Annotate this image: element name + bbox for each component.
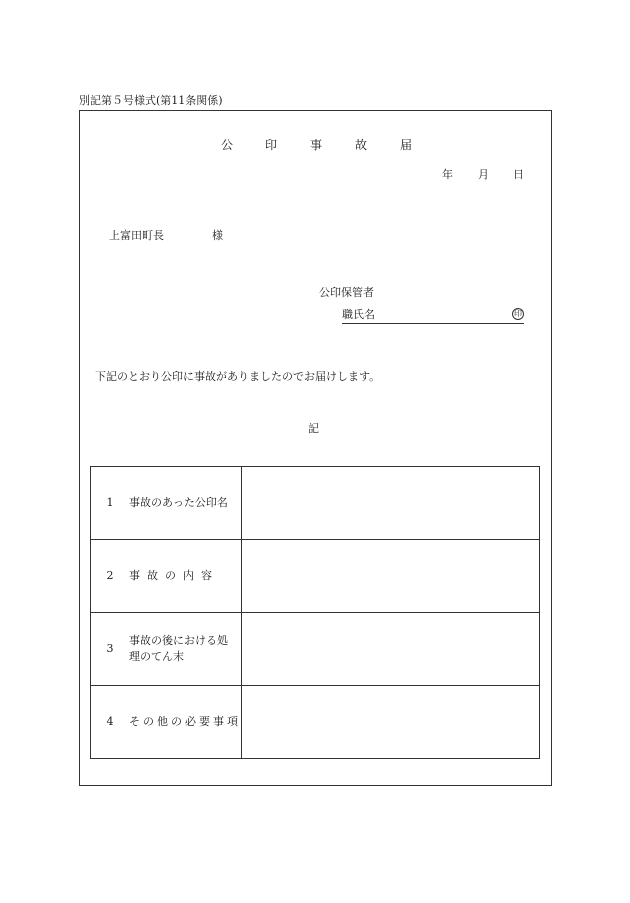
row-value-cell[interactable]	[242, 467, 540, 540]
addressee-name: 上富田町長	[109, 229, 164, 242]
title-char: 故	[355, 138, 368, 152]
table-row	[91, 540, 540, 613]
title-char: 公	[221, 138, 234, 152]
form-number-note: 別記第５号様式(第11条関係)	[79, 94, 223, 107]
row-value-cell[interactable]	[242, 686, 540, 759]
row-value-cell[interactable]	[242, 613, 540, 686]
table-row	[91, 613, 540, 686]
custodian-label: 公印保管者	[319, 286, 374, 299]
title-char: 事	[310, 138, 323, 152]
row-label-cell	[91, 686, 242, 759]
row-number: 4	[106, 715, 114, 728]
table-row	[91, 467, 540, 540]
name-signature-field[interactable]	[342, 307, 524, 324]
details-table	[90, 466, 540, 759]
date-year-label: 年	[442, 168, 453, 181]
statement-text: 下記のとおり公印に事故がありましたのでお届けします。	[95, 370, 381, 383]
form-title	[0, 137, 630, 153]
title-char: 届	[400, 138, 413, 152]
row-label: 事故のあった公印名	[129, 496, 228, 509]
row-label: 事故の後における処 理のてん末	[129, 634, 228, 663]
date-month-label: 月	[478, 168, 489, 181]
ki-heading: 記	[308, 422, 319, 435]
seal-icon: 印	[514, 309, 522, 318]
date-day-label: 日	[513, 168, 524, 181]
name-label: 職氏名	[342, 308, 375, 321]
row-label-cell	[91, 467, 242, 540]
addressee-honorific: 様	[212, 229, 223, 242]
row-number: 2	[106, 569, 114, 582]
row-value-cell[interactable]	[242, 540, 540, 613]
row-label-cell	[91, 613, 242, 686]
row-label: 事故の内容	[129, 569, 219, 582]
row-label-cell	[91, 540, 242, 613]
title-char: 印	[265, 138, 278, 152]
table-row	[91, 686, 540, 759]
row-number: 3	[106, 642, 114, 655]
row-label: その他の必要事項	[129, 715, 241, 728]
row-number: 1	[106, 496, 114, 509]
